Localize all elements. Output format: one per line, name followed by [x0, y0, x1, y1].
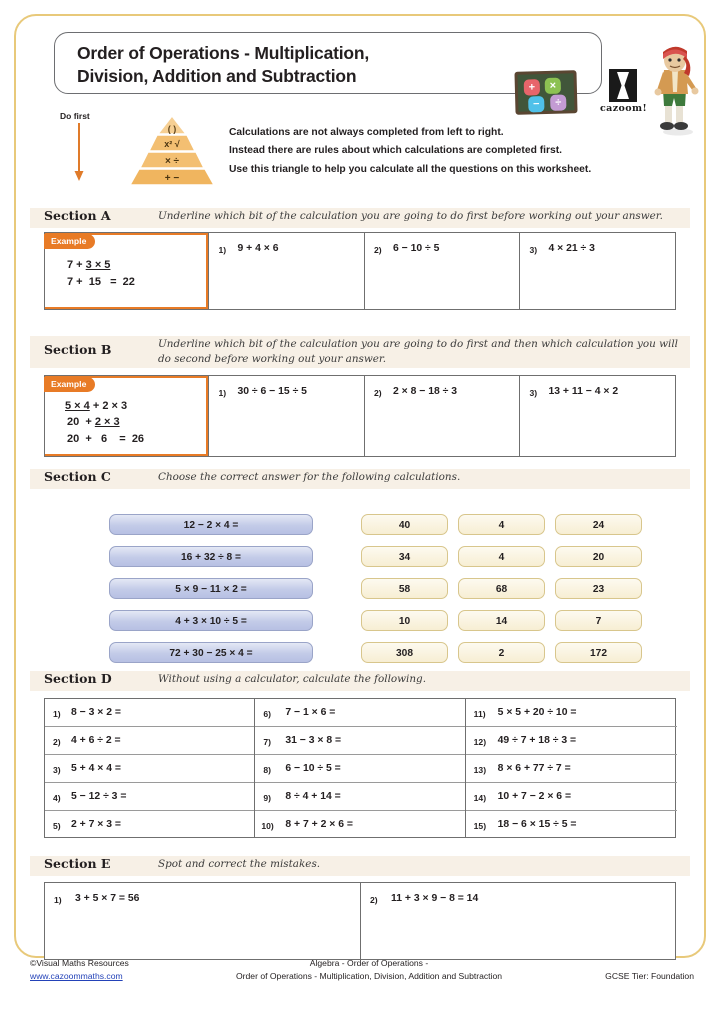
section-c-question-3[interactable]: 5 × 9 − 11 × 2 = — [109, 578, 313, 599]
section-d-q8-text: 6 − 10 ÷ 5 = — [285, 763, 341, 774]
svg-text:+ −: + − — [164, 173, 180, 184]
section-c-option-1-a[interactable]: 40 — [361, 514, 448, 535]
section-c-option-1-c[interactable]: 24 — [555, 514, 642, 535]
section-a-q1-number: 1) — [218, 245, 227, 255]
section-b-q3-text: 13 + 11 − 4 × 2 — [548, 386, 619, 397]
section-d-q10-text: 8 + 7 + 2 × 6 = — [285, 819, 353, 830]
section-d-q4-text: 5 − 12 ÷ 3 = — [71, 791, 127, 802]
section-e-q2-text: 11 + 3 × 9 − 8 = 14 — [391, 893, 479, 904]
section-e-q2-number: 2) — [370, 895, 378, 905]
section-e-cell-2[interactable] — [360, 883, 675, 959]
page-title — [77, 42, 457, 88]
section-d-q11-text: 5 × 5 + 20 ÷ 10 = — [497, 707, 577, 718]
section-c-question-1[interactable]: 12 − 2 × 4 = — [109, 514, 313, 535]
footer-copyright: ©Visual Maths Resources — [30, 958, 129, 968]
section-c-option-5-a[interactable]: 308 — [361, 642, 448, 663]
section-a-q3-text: 4 × 21 ÷ 3 — [548, 243, 595, 254]
section-c-label: Section C — [44, 469, 111, 484]
svg-text:x² √: x² √ — [164, 139, 180, 149]
section-d-q6-text: 7 − 1 × 6 = — [285, 707, 336, 718]
section-d-q6-number: 6) — [263, 709, 271, 719]
down-arrow-icon — [72, 123, 86, 183]
footer-tier: GCSE Tier: Foundation — [605, 971, 694, 981]
section-b-example-tab: Example — [44, 377, 95, 392]
hourglass-icon — [609, 69, 637, 102]
section-d-q5-text: 2 + 7 × 3 = — [71, 819, 121, 830]
section-d-description: Without using a calculator, calculate the following. — [158, 673, 427, 685]
section-b-q3-number: 3) — [529, 388, 538, 398]
section-d-q15-number: 15) — [473, 821, 487, 831]
section-d-row-2[interactable] — [45, 727, 255, 755]
section-c-option-5-b[interactable]: 2 — [458, 642, 545, 663]
section-d-column-3 — [465, 699, 675, 837]
section-d-q4-number: 4) — [53, 793, 61, 803]
minus-tile-icon: − — [528, 96, 544, 112]
section-d-label: Section D — [44, 671, 112, 686]
section-c-question-2[interactable]: 16 + 32 ÷ 8 = — [109, 546, 313, 567]
section-e-description: Spot and correct the mistakes. — [158, 858, 321, 870]
section-d-q11-number: 11) — [473, 709, 486, 719]
section-b-q1-text: 30 ÷ 6 − 15 ÷ 5 — [237, 386, 307, 397]
intro-line-2: Instead there are rules about which calculations are completed first. — [229, 145, 563, 157]
section-d-row-10[interactable] — [255, 811, 466, 839]
section-d-column-2 — [254, 699, 464, 837]
section-a-label: Section A — [44, 208, 111, 223]
section-b-q2-text: 2 × 8 − 18 ÷ 3 — [392, 386, 458, 397]
section-d-q2-number: 2) — [53, 737, 61, 747]
section-d-q9-text: 8 ÷ 4 + 14 = — [285, 791, 341, 802]
section-b-underline-1: 5 × 4 — [65, 400, 90, 412]
section-d-q13-number: 13) — [473, 765, 487, 775]
section-d-row-11[interactable] — [466, 699, 677, 727]
section-b-label: Section B — [44, 342, 112, 357]
section-d-row-15[interactable] — [466, 811, 677, 839]
section-d-q12-number: 12) — [473, 737, 487, 747]
section-d-row-13[interactable] — [466, 755, 677, 783]
section-d-row-9[interactable] — [255, 783, 466, 811]
section-d-row-6[interactable] — [255, 699, 466, 727]
section-c-option-3-b[interactable]: 68 — [458, 578, 545, 599]
section-c-option-1-b[interactable]: 4 — [458, 514, 545, 535]
plus-tile-icon: + — [524, 79, 540, 95]
section-c-question-4[interactable]: 4 + 3 × 10 ÷ 5 = — [109, 610, 313, 631]
section-c-option-2-c[interactable]: 20 — [555, 546, 642, 567]
blackboard-icon — [514, 70, 577, 115]
section-d-row-14[interactable] — [466, 783, 677, 811]
section-a-underline-1: 3 × 5 — [85, 259, 111, 271]
section-a-example-line1: 7 + 3 × 5 — [67, 259, 111, 271]
section-a-cell-2[interactable] — [364, 233, 520, 309]
intro-line-3: Use this triangle to help you calculate all the questions on this worksheet. — [229, 163, 592, 175]
section-b-header — [30, 336, 690, 368]
page-title-line1: Order of Operations - Multiplication, — [77, 43, 370, 63]
section-c-option-2-a[interactable]: 34 — [361, 546, 448, 567]
section-d-q8-number: 8) — [263, 765, 271, 775]
section-e-header — [30, 856, 690, 876]
section-d-q2-text: 4 + 6 ÷ 2 = — [71, 735, 121, 746]
section-e-cell-1[interactable] — [45, 883, 360, 959]
section-b-underline-2: 2 × 3 — [94, 416, 120, 428]
section-b-example — [45, 376, 208, 456]
section-b-example-line3: 20 + 6 = 26 — [67, 433, 145, 445]
section-d-q10-number: 10) — [261, 821, 274, 831]
section-b-q2-number: 2) — [373, 388, 382, 398]
footer-center — [184, 957, 554, 984]
intro-text — [229, 124, 649, 179]
title-box — [54, 32, 648, 114]
section-d-q15-text: 18 − 6 × 15 ÷ 5 = — [497, 819, 577, 830]
section-b-q1-number: 1) — [218, 388, 227, 398]
section-d-row-12[interactable] — [466, 727, 677, 755]
section-b-example-line1: 5 × 4 + 2 × 3 — [65, 400, 128, 412]
footer-center-line2: Order of Operations - Multiplication, Division, Addition and Subtraction — [235, 971, 503, 982]
section-d-q1-number: 1) — [53, 709, 61, 719]
section-d-q3-number: 3) — [53, 765, 61, 775]
section-a-q3-number: 3) — [529, 245, 538, 255]
section-c-option-4-c[interactable]: 7 — [555, 610, 642, 631]
section-d-row-5[interactable] — [45, 811, 255, 839]
section-d-q7-text: 31 − 3 × 8 = — [285, 735, 342, 746]
section-a-cell-1[interactable] — [208, 233, 364, 309]
section-d-q13-text: 8 × 6 + 77 ÷ 7 = — [497, 763, 571, 774]
cazoom-logo — [600, 69, 646, 117]
section-d-q5-number: 5) — [53, 821, 61, 831]
cazoom-logo-text: cazoom! — [600, 103, 648, 114]
section-b-cell-3[interactable] — [519, 376, 675, 456]
section-d-q12-text: 49 ÷ 7 + 18 ÷ 3 = — [497, 735, 577, 746]
section-a-description: Underline which bit of the calculation you are going to do first before working out your answer. — [158, 210, 663, 222]
section-d-q14-text: 10 + 7 − 2 × 6 = — [497, 791, 572, 802]
section-b-cell-1[interactable] — [208, 376, 364, 456]
section-e-q1-text: 3 + 5 × 7 = 56 — [75, 893, 140, 904]
section-d-row-7[interactable] — [255, 727, 466, 755]
divide-tile-icon: ÷ — [550, 94, 566, 110]
svg-text:( ): ( ) — [167, 124, 177, 134]
section-e-q1-number: 1) — [54, 895, 62, 905]
section-b-cell-2[interactable] — [364, 376, 520, 456]
section-b-example-line2: 20 + 2 × 3 — [67, 416, 120, 428]
section-d-table — [44, 698, 676, 838]
section-e-label: Section E — [44, 856, 111, 871]
section-c-option-2-b[interactable]: 4 — [458, 546, 545, 567]
section-c-option-5-c[interactable]: 172 — [555, 642, 642, 663]
section-d-row-8[interactable] — [255, 755, 466, 783]
intro-line-1: Calculations are not always completed from left to right. — [229, 127, 504, 138]
section-c-option-4-b[interactable]: 14 — [458, 610, 545, 631]
section-a-q2-number: 2) — [373, 245, 382, 255]
section-c-description: Choose the correct answer for the following calculations. — [158, 471, 461, 483]
section-d-header — [30, 671, 690, 691]
page-footer — [14, 957, 706, 1005]
section-e-table — [44, 882, 676, 960]
section-d-row-4[interactable] — [45, 783, 255, 811]
section-c-option-3-a[interactable]: 58 — [361, 578, 448, 599]
section-a-example — [45, 233, 208, 309]
section-a-example-tab: Example — [44, 234, 95, 249]
section-d-q1-text: 8 − 3 × 2 = — [71, 707, 121, 718]
section-c-option-3-c[interactable]: 23 — [555, 578, 642, 599]
do-first-label: Do first — [60, 111, 90, 121]
section-c-header — [30, 469, 690, 489]
section-d-row-3[interactable] — [45, 755, 255, 783]
section-a-table — [44, 232, 676, 310]
section-d-q3-text: 5 + 4 × 4 = — [71, 763, 121, 774]
section-b-table — [44, 375, 676, 457]
section-b-description: Underline which bit of the calculation you are going to do first and then which calculation you will do second before working out your answer. — [158, 338, 678, 366]
svg-text:× ÷: × ÷ — [164, 156, 180, 167]
section-c-option-4-a[interactable]: 10 — [361, 610, 448, 631]
footer-website-link[interactable]: www.cazoommaths.com — [30, 971, 123, 982]
times-tile-icon: × — [545, 78, 561, 94]
pirate-character-icon — [648, 40, 704, 138]
section-a-example-line2: 7 + 15 = 22 — [67, 276, 135, 288]
section-a-header — [30, 208, 690, 228]
worksheet-sheet — [14, 14, 706, 958]
section-d-row-1[interactable] — [45, 699, 255, 727]
footer-left — [30, 957, 129, 984]
section-a-cell-3[interactable] — [519, 233, 675, 309]
order-of-operations-triangle — [126, 114, 218, 188]
section-a-q1-text: 9 + 4 × 6 — [237, 243, 279, 254]
section-d-q7-number: 7) — [263, 737, 271, 747]
footer-center-line1: Algebra - Order of Operations - — [309, 958, 429, 968]
section-a-q2-text: 6 − 10 ÷ 5 — [392, 243, 440, 254]
section-d-column-1 — [45, 699, 254, 837]
section-d-q14-number: 14) — [473, 793, 487, 803]
section-d-q9-number: 9) — [263, 793, 271, 803]
page-title-line2: Division, Addition and Subtraction — [77, 66, 357, 87]
section-c-question-5[interactable]: 72 + 30 − 25 × 4 = — [109, 642, 313, 663]
